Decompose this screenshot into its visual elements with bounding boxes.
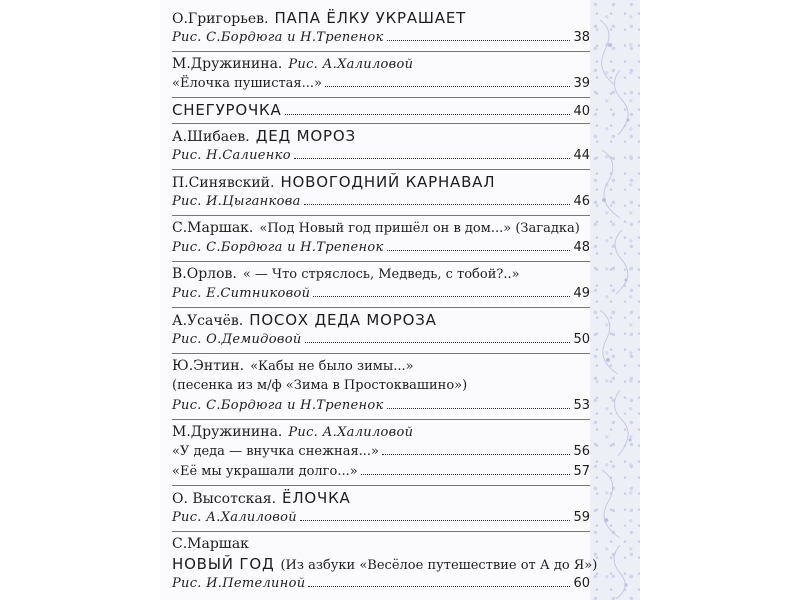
toc-entry xyxy=(172,170,590,216)
page-number: 60 xyxy=(573,576,590,591)
work-title: НОВЫЙ ГОД xyxy=(172,555,275,573)
toc-entry xyxy=(172,354,590,420)
illustrator-credit: Рис. О.Демидовой xyxy=(172,332,302,347)
illustrator-credit: Рис. Е.Ситниковой xyxy=(172,286,311,301)
illustrator-credit: Рис. А.Халиловой xyxy=(172,510,297,525)
page-number: 50 xyxy=(573,332,590,347)
author-name: П.Синявский. xyxy=(172,175,275,191)
illustrator-credit: Рис. А.Халиловой xyxy=(288,57,414,72)
toc-line xyxy=(172,442,590,462)
toc-line xyxy=(172,376,590,396)
toc-entry xyxy=(172,216,590,262)
toc-entry xyxy=(172,420,590,486)
author-name: А.Усачёв. xyxy=(172,313,244,329)
illustrator-credit: Рис. С.Бордюга и Н.Трепенок xyxy=(172,398,384,413)
work-text: (Из азбуки «Весёлое путешествие от А до Я») xyxy=(280,558,598,573)
toc-entry xyxy=(172,6,590,52)
toc-entry xyxy=(172,308,590,354)
toc-entry xyxy=(172,98,590,124)
dot-leader xyxy=(361,474,571,475)
toc-entry xyxy=(172,532,598,597)
author-name: М.Дружинина. xyxy=(172,56,283,72)
dot-leader xyxy=(304,204,571,205)
page-number: 46 xyxy=(573,194,590,209)
page-number: 49 xyxy=(573,286,590,301)
work-title: ПАПА ЁЛКУ УКРАШАЕТ xyxy=(274,9,467,27)
work-title: ЁЛОЧКА xyxy=(282,489,351,507)
author-name: В.Орлов. xyxy=(172,266,237,282)
page-number: 39 xyxy=(573,76,590,91)
illustrator-credit: Рис. С.Бордюга и Н.Трепенок xyxy=(172,30,384,45)
page-number: 48 xyxy=(573,240,590,255)
work-text: « — Что стряслось, Медведь, с тобой?..» xyxy=(242,267,520,282)
author-name: С.Маршак xyxy=(172,536,249,552)
toc-line xyxy=(172,172,590,192)
author-name: С.Маршак. xyxy=(172,220,254,236)
page-number: 40 xyxy=(573,104,590,119)
snowflake-ornament-icon xyxy=(590,0,640,600)
work-text: «Кабы не было зимы...» xyxy=(250,359,414,374)
toc-line xyxy=(172,126,590,146)
work-text: (песенка из м/ф «Зима в Простоквашино») xyxy=(172,378,468,393)
author-name: О. Высотская. xyxy=(172,491,277,507)
work-title: НОВОГОДНИЙ КАРНАВАЛ xyxy=(280,173,496,191)
work-text: «У деда — внучка снежная...» xyxy=(172,444,379,459)
page-number: 53 xyxy=(573,398,590,413)
illustrator-credit: Рис. И.Цыганкова xyxy=(172,194,301,209)
toc-line xyxy=(172,422,590,442)
work-text: «Под Новый год пришёл он в дом...» (Загадка) xyxy=(259,221,580,236)
toc-line xyxy=(172,462,590,482)
toc-entry xyxy=(172,262,590,308)
toc-entry xyxy=(172,52,590,98)
work-text: «Ёлочка пушистая...» xyxy=(172,76,322,91)
toc-line xyxy=(172,54,590,74)
toc-line xyxy=(172,508,590,528)
toc-line xyxy=(172,100,590,120)
illustrator-credit: Рис. С.Бордюга и Н.Трепенок xyxy=(172,240,384,255)
toc-line xyxy=(172,534,590,554)
dot-leader xyxy=(308,586,570,587)
page-number: 44 xyxy=(573,148,590,163)
toc-entry xyxy=(172,486,590,532)
toc-line xyxy=(172,356,590,376)
toc-line xyxy=(172,330,590,350)
work-title: СНЕГУРОЧКА xyxy=(172,101,282,119)
dot-leader xyxy=(285,114,571,115)
illustrator-credit: Рис. Н.Салиенко xyxy=(172,148,291,163)
work-text: «Её мы украшали долго...» xyxy=(172,464,358,479)
dot-leader xyxy=(325,86,570,87)
illustrator-credit: Рис. И.Петелиной xyxy=(172,576,306,591)
illustrator-credit: Рис. А.Халиловой xyxy=(288,425,414,440)
toc-line xyxy=(172,8,590,28)
toc-line xyxy=(172,396,590,416)
toc-line xyxy=(172,28,590,48)
toc-line xyxy=(172,238,590,258)
toc-line xyxy=(172,218,590,238)
toc-line xyxy=(172,574,590,594)
page-number: 38 xyxy=(573,30,590,45)
toc-line xyxy=(172,310,590,330)
toc-line xyxy=(172,74,590,94)
dot-leader xyxy=(382,454,570,455)
work-title: ДЕД МОРОЗ xyxy=(255,127,356,145)
author-name: О.Григорьев. xyxy=(172,11,269,27)
dot-leader xyxy=(387,408,571,409)
author-name: М.Дружинина. xyxy=(172,424,283,440)
toc-line xyxy=(172,264,590,284)
toc-line xyxy=(172,284,590,304)
toc-line xyxy=(172,146,590,166)
toc-entry xyxy=(172,124,590,170)
work-title: ПОСОХ ДЕДА МОРОЗА xyxy=(249,311,437,329)
table-of-contents xyxy=(172,6,598,597)
dot-leader xyxy=(294,158,571,159)
page-number: 56 xyxy=(573,444,590,459)
dot-leader xyxy=(387,40,571,41)
toc-line xyxy=(172,192,590,212)
dot-leader xyxy=(313,296,570,297)
dot-leader xyxy=(300,520,570,521)
dot-leader xyxy=(387,250,571,251)
page-number: 59 xyxy=(573,510,590,525)
dot-leader xyxy=(305,342,571,343)
toc-line xyxy=(172,554,598,574)
author-name: Ю.Энтин. xyxy=(172,358,245,374)
author-name: А.Шибаев. xyxy=(172,129,250,145)
toc-line xyxy=(172,488,590,508)
page-number: 57 xyxy=(573,464,590,479)
